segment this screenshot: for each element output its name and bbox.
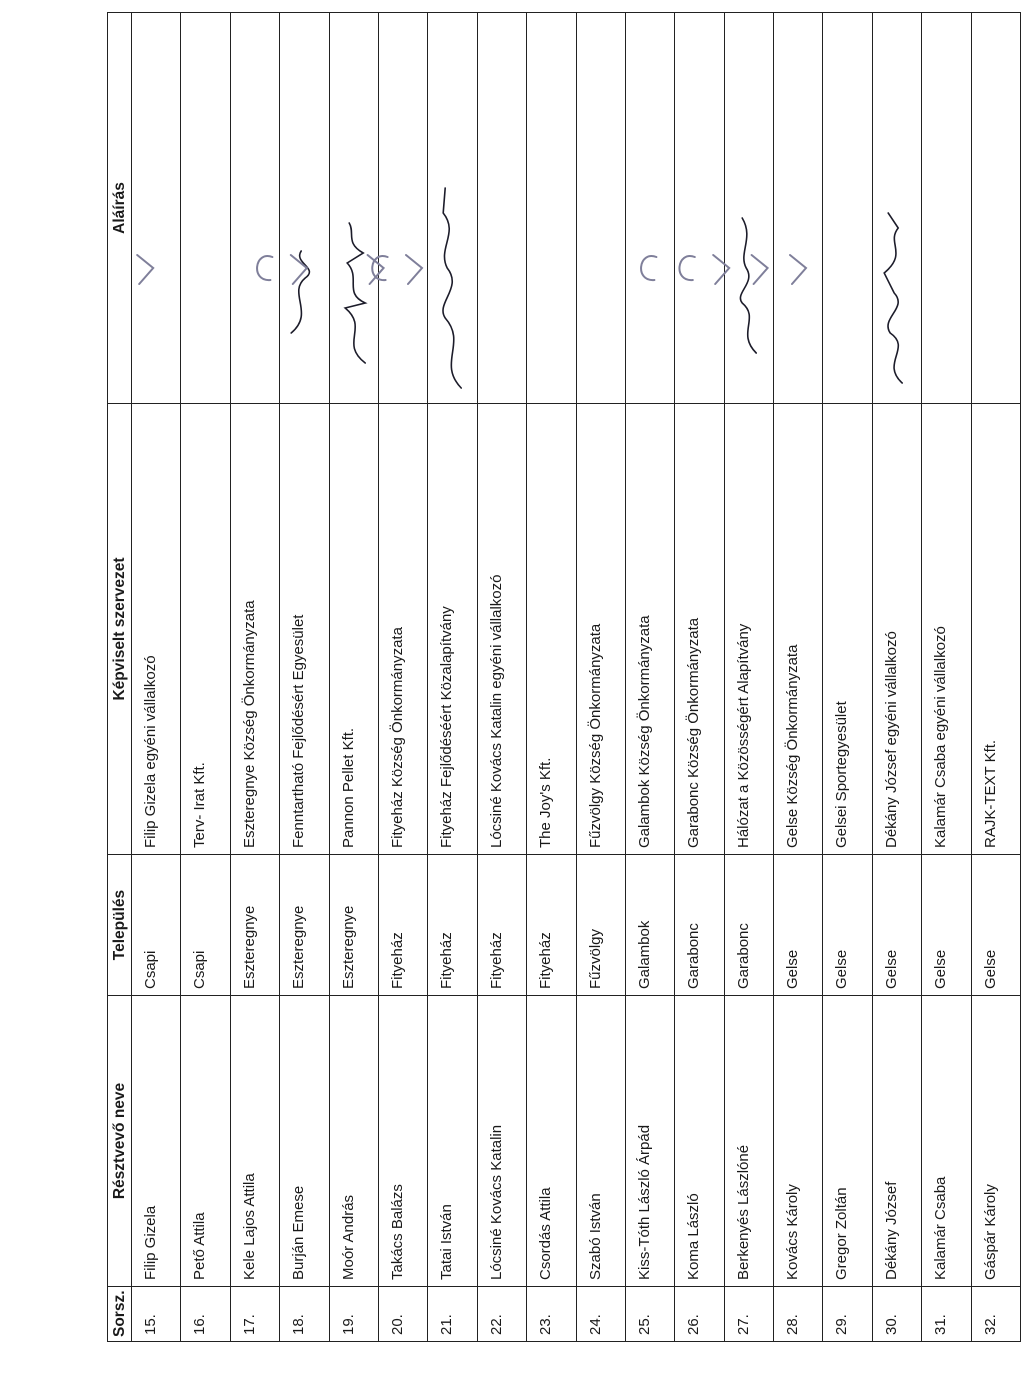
- header-alairas: Aláírás: [108, 13, 132, 404]
- organization: Terv- Irat Kft.: [181, 404, 230, 855]
- table-row: [625, 13, 674, 1342]
- signature-cell: [872, 13, 921, 404]
- organization: Fityeház Fejlődéséért Közalapítvány: [428, 404, 477, 855]
- row-number: 28.: [774, 1287, 823, 1342]
- organization: Pannon Pellet Kft.: [329, 404, 378, 855]
- organization: Lócsiné Kovács Katalin egyéni vállalkozó: [477, 404, 526, 855]
- row-number: 27.: [724, 1287, 773, 1342]
- settlement: Fityeház: [477, 855, 526, 996]
- signature-cell: [724, 13, 773, 404]
- participant-name: Pető Attila: [181, 996, 230, 1287]
- organization: Filip Gizela egyéni vállalkozó: [132, 404, 181, 855]
- table-row: [823, 13, 872, 1342]
- organization: Kalamár Csaba egyéni vállalkozó: [922, 404, 971, 855]
- settlement: Csapi: [132, 855, 181, 996]
- handwritten-signature: [725, 13, 773, 403]
- participant-name: Kele Lajos Attila: [230, 996, 279, 1287]
- signature-cell: [378, 13, 427, 404]
- table-row: [872, 13, 921, 1342]
- participant-name: Lócsiné Kovács Katalin: [477, 996, 526, 1287]
- signature-cell: [823, 13, 872, 404]
- table-row: [181, 13, 230, 1342]
- row-number: 15.: [132, 1287, 181, 1342]
- table-row: [230, 13, 279, 1342]
- organization: Eszteregnye Község Önkormányzata: [230, 404, 279, 855]
- signature-cell: [280, 13, 329, 404]
- table-header-row: [108, 13, 132, 1342]
- table-row: [280, 13, 329, 1342]
- settlement: Fityeház: [428, 855, 477, 996]
- signature-cell: [675, 13, 724, 404]
- attendance-table: [107, 12, 1021, 1342]
- table-row: [132, 13, 181, 1342]
- participant-name: Filip Gizela: [132, 996, 181, 1287]
- handwritten-signature: [280, 13, 328, 403]
- header-kepviselt-szervezet: Képviselt szervezet: [108, 404, 132, 855]
- organization: Gelsei Sportegyesület: [823, 404, 872, 855]
- settlement: Eszteregnye: [230, 855, 279, 996]
- organization: Fűzvölgy Község Önkormányzata: [576, 404, 625, 855]
- header-sorszam: Sorsz.: [108, 1287, 132, 1342]
- settlement: Gelse: [922, 855, 971, 996]
- row-number: 30.: [872, 1287, 921, 1342]
- settlement: Eszteregnye: [280, 855, 329, 996]
- settlement: Fűzvölgy: [576, 855, 625, 996]
- settlement: Gelse: [971, 855, 1020, 996]
- participant-name: Tatai István: [428, 996, 477, 1287]
- handwritten-signature: [330, 13, 378, 403]
- row-number: 17.: [230, 1287, 279, 1342]
- header-telepules: Település: [108, 855, 132, 996]
- row-number: 32.: [971, 1287, 1020, 1342]
- settlement: Fityeház: [527, 855, 576, 996]
- row-number: 19.: [329, 1287, 378, 1342]
- signature-cell: [971, 13, 1020, 404]
- settlement: Gelse: [872, 855, 921, 996]
- table-row: [724, 13, 773, 1342]
- header-resztvevo-neve: Résztvevő neve: [108, 996, 132, 1287]
- signature-cell: [132, 13, 181, 404]
- participant-name: Moór András: [329, 996, 378, 1287]
- table-row: [329, 13, 378, 1342]
- signature-cell: [477, 13, 526, 404]
- participant-name: Gregor Zoltán: [823, 996, 872, 1287]
- attendance-sheet: [107, 22, 999, 1342]
- settlement: Csapi: [181, 855, 230, 996]
- table-row: [576, 13, 625, 1342]
- settlement: Eszteregnye: [329, 855, 378, 996]
- participant-name: Burján Emese: [280, 996, 329, 1287]
- table-row: [971, 13, 1020, 1342]
- organization: Fityeház Község Önkormányzata: [378, 404, 427, 855]
- settlement: Garabonc: [675, 855, 724, 996]
- row-number: 26.: [675, 1287, 724, 1342]
- organization: The Joy's Kft.: [527, 404, 576, 855]
- signature-cell: [428, 13, 477, 404]
- row-number: 21.: [428, 1287, 477, 1342]
- row-number: 24.: [576, 1287, 625, 1342]
- row-number: 22.: [477, 1287, 526, 1342]
- organization: Garabonc Község Önkormányzata: [675, 404, 724, 855]
- settlement: Gelse: [774, 855, 823, 996]
- settlement: Galambok: [625, 855, 674, 996]
- signature-cell: [230, 13, 279, 404]
- row-number: 29.: [823, 1287, 872, 1342]
- row-number: 16.: [181, 1287, 230, 1342]
- handwritten-signature: [873, 13, 921, 403]
- signature-cell: [329, 13, 378, 404]
- signature-cell: [181, 13, 230, 404]
- participant-name: Csordás Attila: [527, 996, 576, 1287]
- organization: Dékány József egyéni vállalkozó: [872, 404, 921, 855]
- organization: Gelse Község Önkormányzata: [774, 404, 823, 855]
- row-number: 25.: [625, 1287, 674, 1342]
- row-number: 18.: [280, 1287, 329, 1342]
- participant-name: Berkenyés Lászlóné: [724, 996, 773, 1287]
- signature-cell: [576, 13, 625, 404]
- table-row: [774, 13, 823, 1342]
- settlement: Gelse: [823, 855, 872, 996]
- signature-cell: [625, 13, 674, 404]
- participant-name: Gáspár Károly: [971, 996, 1020, 1287]
- organization: Galambok Község Önkormányzata: [625, 404, 674, 855]
- table-row: [922, 13, 971, 1342]
- participant-name: Koma László: [675, 996, 724, 1287]
- participant-name: Takács Balázs: [378, 996, 427, 1287]
- participant-name: Kiss-Tóth László Árpád: [625, 996, 674, 1287]
- table-row: [527, 13, 576, 1342]
- signature-cell: [774, 13, 823, 404]
- row-number: 31.: [922, 1287, 971, 1342]
- participant-name: Kovács Károly: [774, 996, 823, 1287]
- table-row: [477, 13, 526, 1342]
- row-number: 23.: [527, 1287, 576, 1342]
- participant-name: Dékány József: [872, 996, 921, 1287]
- table-row: [428, 13, 477, 1342]
- participant-name: Kalamár Csaba: [922, 996, 971, 1287]
- table-row: [675, 13, 724, 1342]
- row-number: 20.: [378, 1287, 427, 1342]
- signature-cell: [922, 13, 971, 404]
- settlement: Fityeház: [378, 855, 427, 996]
- settlement: Garabonc: [724, 855, 773, 996]
- participant-name: Szabó István: [576, 996, 625, 1287]
- table-row: [378, 13, 427, 1342]
- organization: Fenntartható Fejlődésért Egyesület: [280, 404, 329, 855]
- handwritten-signature: [428, 13, 476, 403]
- organization: Hálózat a Közösségért Alapítvány: [724, 404, 773, 855]
- signature-cell: [527, 13, 576, 404]
- organization: RAJK-TEXT Kft.: [971, 404, 1020, 855]
